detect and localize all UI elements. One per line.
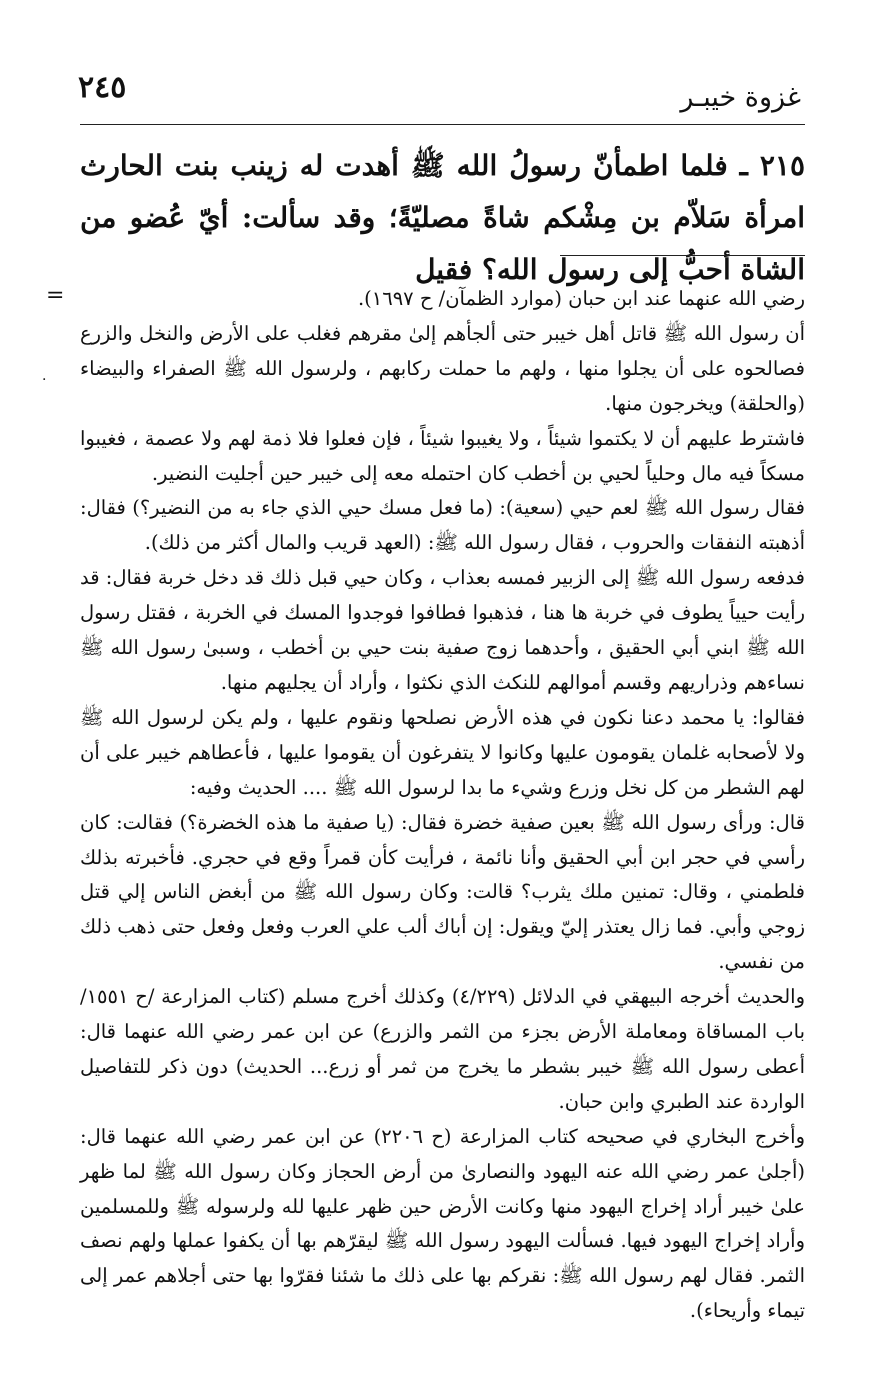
running-title: غزوة خيبـر bbox=[680, 82, 801, 113]
continuation-marker: = bbox=[46, 283, 65, 308]
footnote-paragraph: رضي الله عنهما عند ابن حبان (موارد الظمآن/ ح ١٦٩٧). bbox=[357, 287, 805, 310]
margin-dot: · bbox=[42, 372, 47, 388]
page-number: ٢٤٥ bbox=[78, 70, 127, 105]
header-rule bbox=[80, 124, 805, 125]
footnote-paragraph: قال: ورأى رسول الله ﷺ بعين صفية خضرة فقال: (يا صفية ما هذه الخضرة؟) فقالت: كان رأسي في حجر ابن أبي الحقيق وأنا نائمة ، فرأيت كأن قمراً وقع في حجري. فأخبرته بذلك فلطمني ، وقال: تمنين ملك يثرب؟ قالت: وكان رسول الله ﷺ من أبغض الناس إلي قتل زوجي وأبي. فما زال يعتذر إليّ ويقول: إن أباك ألب علي العرب وفعل وفعل حتى ذهب ذلك من نفسي. bbox=[80, 810, 805, 974]
main-paragraph: ٢١٥ ـ فلما اطمأنّ رسولُ الله ﷺ أهدت له زينب بنت الحارث امرأة سَلاّم بن مِشْكم شاةً مصليّةً؛ وقد سألت: أيّ عُضو من الشاة أحبُّ إلى رسول الله؟ فقيل bbox=[80, 149, 805, 286]
footnote-separator bbox=[560, 255, 805, 256]
footnote-paragraph: أن رسول الله ﷺ قاتل أهل خيبر حتى ألجأهم إلىٰ مقرهم فغلب على الأرض والنخل والزرع فصالحوه على أن يجلوا منها ، ولهم ما حملت ركابهم ، ولرسول الله ﷺ الصفراء والبيضاء (والحلقة) ويخرجون منها. bbox=[80, 321, 805, 415]
main-text bbox=[80, 140, 805, 296]
footnote-paragraph: فقال رسول الله ﷺ لعم حيي (سعية): (ما فعل مسك حيي الذي جاء به من النضير؟) فقال: أذهبته النفقات والحروب ، فقال رسول الله ﷺ: (العهد قريب والمال أكثر من ذلك). bbox=[80, 496, 805, 555]
footnote-paragraph: فقالوا: يا محمد دعنا نكون في هذه الأرض نصلحها ونقوم عليها ، ولم يكن لرسول الله ﷺ ولا لأصحابه غلمان يقومون عليها وكانوا لا يتفرغون أن يقوموا عليها ، فأعطاهم خيبر على أن لهم الشطر من كل نخل وزرع وشيء ما بدا لرسول الله ﷺ .... الحديث وفيه: bbox=[80, 705, 805, 799]
footnotes bbox=[80, 282, 805, 1329]
footnote-paragraph: فدفعه رسول الله ﷺ إلى الزبير فمسه بعذاب ، وكان حيي قبل ذلك قد دخل خربة فقال: قد رأيت حيياً يطوف في خربة ها هنا ، فذهبوا فطافوا فوجدوا المسك في الخربة ، فقتل رسول الله ﷺ ابني أبي الحقيق ، وأحدهما زوج صفية بنت حيي بن أخطب ، وسبىٰ رسول الله ﷺ نساءهم وذراريهم وقسم أموالهم للنكث الذي نكثوا ، وأراد أن يجليهم منها. bbox=[80, 566, 805, 694]
footnote-paragraph: والحديث أخرجه البيهقي في الدلائل (٤/٢٢٩) وكذلك أخرج مسلم (كتاب المزارعة /ح ١٥٥١/ باب المساقاة ومعاملة الأرض بجزء من الثمر والزرع) عن ابن عمر رضي الله عنهما قال: أعطى رسول الله ﷺ خيبر بشطر ما يخرج من ثمر أو زرع... الحديث) دون ذكر للتفاصيل الواردة عند الطبري وابن حبان. bbox=[80, 985, 805, 1113]
footnote-paragraph: وأخرج البخاري في صحيحه كتاب المزارعة (ح ٢٢٠٦) عن ابن عمر رضي الله عنهما قال: (أجلىٰ عمر رضي الله عنه اليهود والنصارىٰ من أرض الحجاز وكان رسول الله ﷺ لما ظهر علىٰ خيبر أراد إخراج اليهود منها وكانت الأرض حين ظهر عليها لله ولرسوله ﷺ وللمسلمين وأراد إخراج اليهود فيها. فسألت اليهود رسول الله ﷺ ليقرّهم بها أن يكفوا عملها ولهم نصف الثمر. فقال لهم رسول الله ﷺ: نقركم بها على ذلك ما شئنا فقرّوا بها حتى أجلاهم عمر إلى تيماء وأريحاء). bbox=[80, 1124, 805, 1323]
footnote-paragraph: فاشترط عليهم أن لا يكتموا شيئاً ، ولا يغيبوا شيئاً ، فإن فعلوا فلا ذمة لهم ولا عصمة ، فغيبوا مسكاً فيه مال وحلياً لحيي بن أخطب كان احتمله معه إلى خيبر حين أجليت النضير. bbox=[80, 426, 805, 485]
